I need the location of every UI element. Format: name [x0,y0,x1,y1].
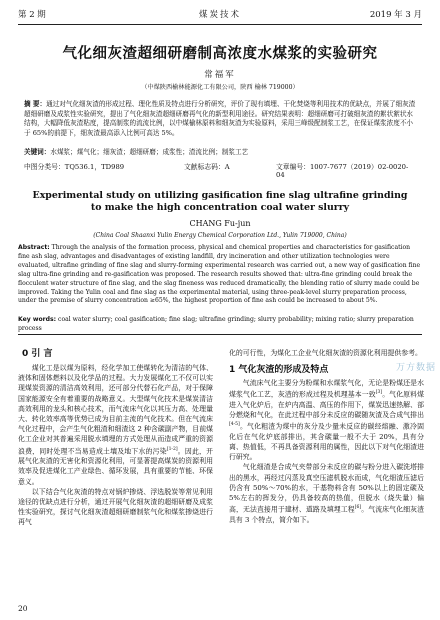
paper-title-en: Experimental study on utilizing gasification fine slag ultrafine grinding to make the high concentration coal water slurry [32,190,408,213]
affiliation-zh: （中煤陕西榆林能源化工有限公司，陕西 榆林 719000） [141,84,299,91]
journal-name: 煤炭技术 [198,10,241,20]
affiliation-en: (China Coal Shaanxi Yulin Energy Chemical Corporation Ltd., Yulin 719000, China) [93,232,347,239]
citation: [4-5] [229,422,240,428]
paragraph: 气流床气化主要分为粉煤和水煤浆气化，无论是粉煤还是水煤浆气化工艺，灰渣的形成过程及机理基本一致[3]。气化原料煤进入气化炉后，在炉内高温、高压的作用下，煤炭迅速热解、部分燃烧和气化，在此过程中部分未反应的碳随灰渣及合成气排出[4-5]。气化粗渣为煤中的灰分及少量未反应的碳经熔融、激冷固化后在气化炉底部排出，其含碳量一般不大于 20%，具有分离、热值低，不再具备资源利用的属性，因此以下对气化细渣进行研究。 [229,379,425,462]
keywords-zh-label: 关键词： [24,148,51,156]
keywords-zh [24,148,416,158]
paragraph: 化的可行性，为煤化工企业气化细灰渣的资源化利用提供参考。 [229,349,422,357]
abstract-zh [24,100,416,138]
keywords-zh-text: 水煤浆；煤气化；细灰渣；超细研磨；成浆性；渣流比例；制浆工艺 [50,148,249,156]
abstract-en-text: Through the analysis of the formation process, physical and chemical properties and characteristics for gasification fine ash slag, advantages and disadvantages of existing landfill, dry incineration and other utilization technologies were evaluated, ultrafine grinding of fine slag and slurry-forming experimental research was carried out, a new way of gasification fine slag ultra-fine grinding and re-gasification was proposed. The research results showed that: ultra-fine grinding could break the flocculent water structure of fine slag, and the slag fineness was reduced dramatically, the blending ratio of slurry made could be improved. Taking the Yulin coal and fine slag as the experimental material, using three-peak-level slurry preparation process, under the premise of slurry concentration ≥65%, the highest proportion of fine ash could be increased to about 5%. [18,244,421,305]
issue-date: 2019 年 3 月 [369,10,422,20]
abstract-zh-text: 通过对气化细灰渣的形成过程、理化性质及特点进行分析研究，评价了现有填埋、干化焚烧等利用技术的优缺点，并展了细灰渣超细研磨及成浆性实验研究，提出了气化细灰渣超细研磨再气化的新型利用途径。研究结果表明：超细研磨可打破细灰渣的絮状絮状水结构，大幅降低灰渣粘度，提高制浆的流流比例，以中煤榆林原料和细灰渣为实验原料，采用三峰级配制浆工艺，在保证煤浆浓度不小于 65%的前提下，细灰渣最高添入比例可高达 5%。 [24,100,416,137]
citation: [3] [375,390,383,396]
citation: [1-2] [166,446,178,452]
abstract-zh-label: 摘 要： [24,100,47,108]
page-number: 20 [18,604,28,613]
watermark: 万方数据 [395,363,436,373]
keywords-en-text: coal water slurry; coal gasification; fine slag; ultrafine grinding; slurry probability; mixing ratio; slurry preparation process [18,316,414,332]
author-zh: 常福军 [204,70,236,80]
paragraph: 气化细渣是合成气夹带部分未反应的碳与粉分进入碳洗塔排出的黑水，再经过闪蒸及真空压滤机脱水而成，气化细渣压滤后仍含有 50%～70%的水，干基物料含有 50%以上的固定碳及 5%左右的挥发分，仍具备较高的热值，但脱水（烧失量）偏高，无法直接用于建材、道路及填埋工程[6]。气流床气化细灰渣具有 3 个特点，简介如下。 [229,463,424,524]
document-code: 文献标志码：A [184,163,230,171]
keywords-en [18,316,422,334]
author-en: CHANG Fu-jun [189,219,251,228]
citation: [6] [354,505,362,511]
issue-label: 第 2 期 [18,10,46,20]
paper-title-zh: 气化细灰渣超细研磨制高浓度水煤浆的实验研究 [62,46,378,62]
article-meta [24,158,416,178]
keywords-en-label: Key words: [18,316,57,323]
clc-number: 中图分类号：TQ536.1，TD989 [24,163,125,171]
paragraph: 以下结合气化灰渣的特点对锅炉掺烧、浮选脱炭等常见利用途径的优缺点进行分析，通过开展气化细灰渣的超细研磨及成浆性实验研究，探讨气化细灰渣超细研磨制浆气化和煤浆掺烧进行再气 [18,487,213,527]
article-number: 文章编号：1007-7677（2019）02-0020-04 [276,163,409,179]
paragraph: 煤化工是以煤为原料，经化学加工使煤转化为清洁的气体、液体和固体燃料以及化学品的过程。大力发展煤化工不仅可以实现煤炭资源的清洁高效利用，还可部分代替石化产品，对于保障国家能源安全有着重要的战略意义。大型煤气化技术是煤炭清洁高效利用的龙头和核心技术，而气流床气化以其压力高、处理量大、转化效率高等优势已成为目前主流的气化技术。但在气流床气化过程中，会产生气化粗渣和细渣这 2 种含碳副产物，目前煤化工企业对其普遍采用脱水填埋的方式处理从而造成严重的资源浪费，同时处理不当易造成土壤及地下水的污染[1-2]。因此，开展气化灰渣的无害化和资源化利用，可显著提高煤炭的资源利用效率及促进煤化工产业绿色、循环发展，具有重要的节能、环保意义。 [18,364,214,486]
section-heading-1: 1 气化灰渣的形成及特点 [229,365,329,376]
body-column-left [18,363,213,528]
header-rule [18,24,422,25]
abstract-en-label: Abstract: [18,244,50,251]
section-heading-intro: 0 引 言 [22,349,53,359]
body-column-right [229,348,424,525]
running-header [18,8,422,22]
abstract-en [18,244,422,306]
body-rule [18,334,422,335]
